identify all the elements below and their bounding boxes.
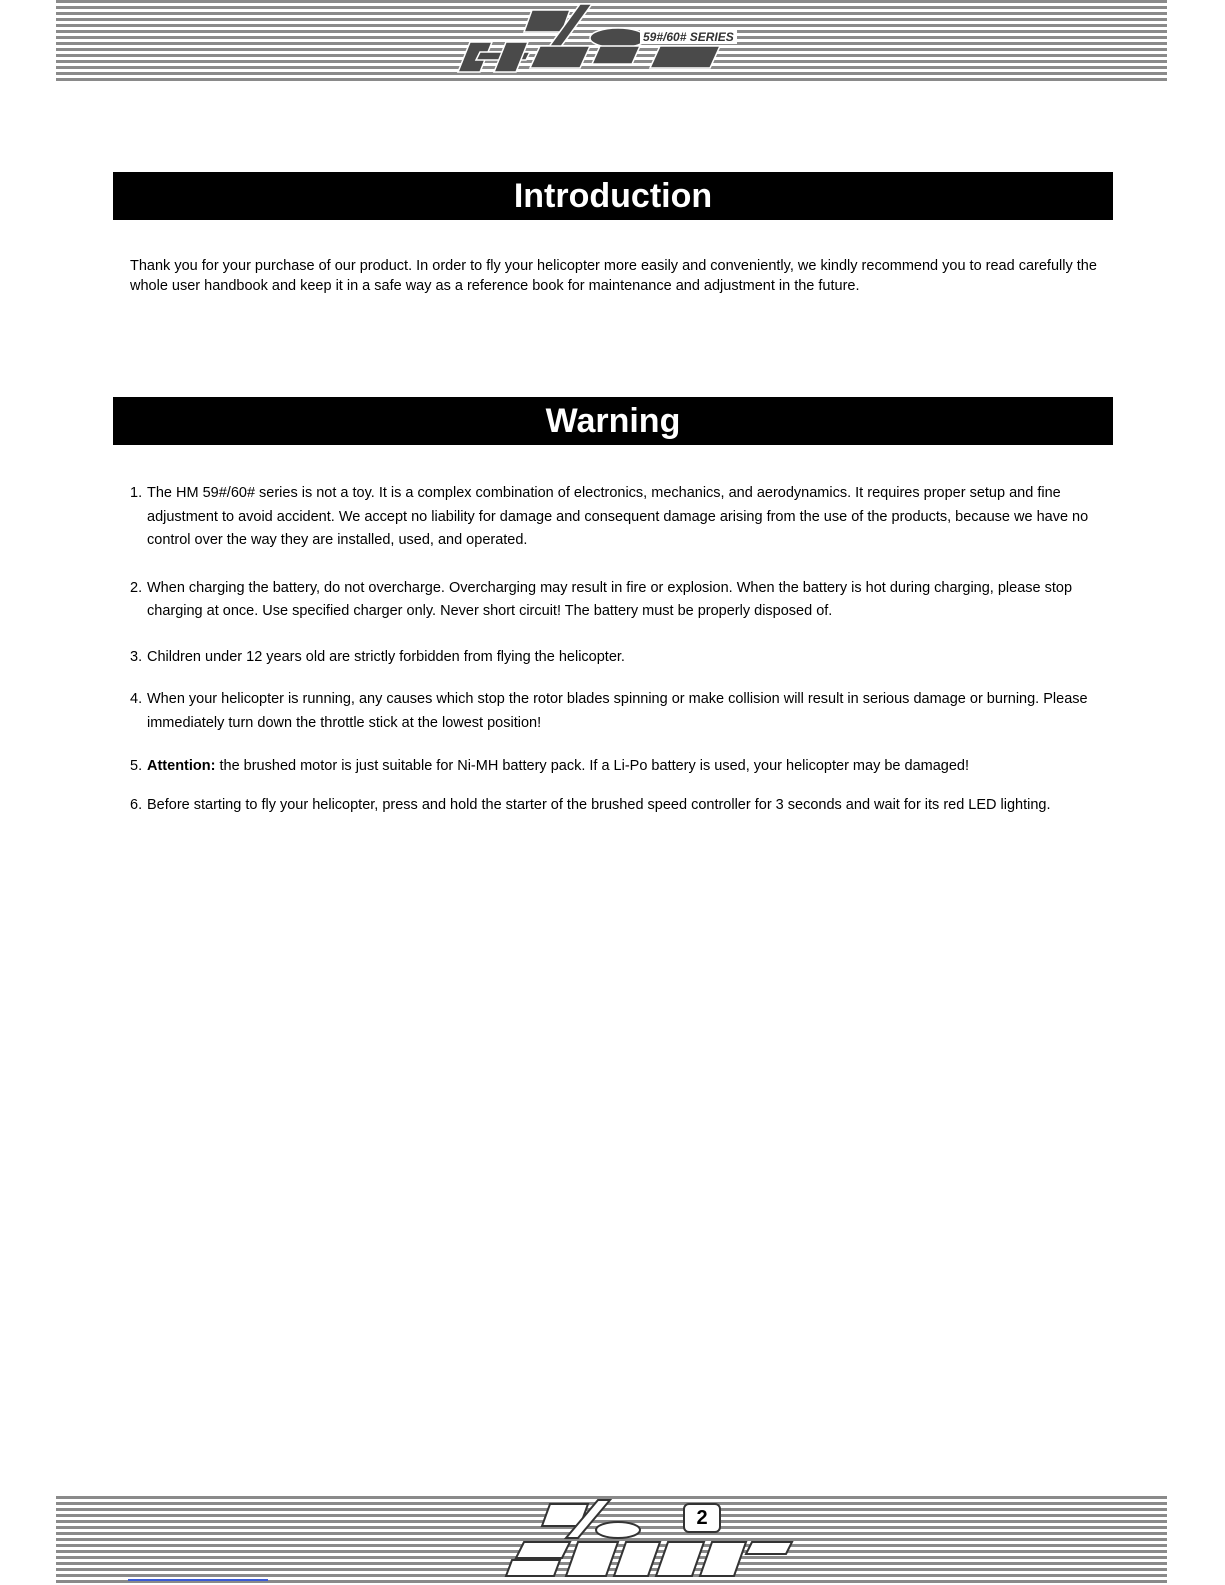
- item-number: 4.: [130, 691, 143, 707]
- rc-expert-logo: [500, 1498, 800, 1582]
- introduction-body: Thank you for your purchase of our product. In order to fly your helicopter more easily and conveniently, we kindly recommend you to read carefully the whole user handbook and keep it in a safe way as a reference book for maintenance and adjustment in the future.: [130, 258, 1097, 294]
- warning-list: [130, 482, 1102, 817]
- page-number: 2: [683, 1503, 721, 1533]
- link-underline: [128, 1579, 268, 1581]
- item-text: When charging the battery, do not overcharge. Overcharging may result in fire or explosion. When the battery is hot during charging, please stop charging at once. Use specified charger only. Never short circuit! The battery must be properly disposed of.: [147, 579, 1073, 619]
- item-number: 1.: [130, 485, 143, 501]
- warning-item: [130, 755, 1102, 779]
- item-number: 5.: [130, 758, 143, 774]
- item-text: When your helicopter is running, any causes which stop the rotor blades spinning or make collision will result in serious damage or burning. Please immediately turn down the throttle stick at the lowest position!: [147, 691, 1088, 731]
- item-number: 6.: [130, 796, 143, 813]
- item-number: 2.: [130, 579, 143, 596]
- attention-label: Attention:: [147, 758, 216, 774]
- introduction-heading: Introduction: [113, 172, 1113, 220]
- warning-item: [130, 794, 1102, 818]
- series-label: 59#/60# SERIES: [640, 30, 737, 44]
- item-text: The HM 59#/60# series is not a toy. It is a complex combination of electronics, mechanics, and aerodynamics. It requires proper setup and fine adjustment to avoid accident. We accept no liability for damage and consequent damage arising from the use of the products, because we have no control over the way they are installed, used, and operated.: [147, 485, 1089, 548]
- item-text: the brushed motor is just suitable for Ni-MH battery pack. If a Li-Po battery is used, your helicopter may be damaged!: [215, 758, 969, 774]
- item-number: 3.: [130, 648, 143, 665]
- warning-item: [130, 577, 1102, 624]
- item-text: Before starting to fly your helicopter, press and hold the starter of the brushed speed controller for 3 seconds and wait for its red LED lighting.: [147, 796, 1051, 813]
- warning-heading: Warning: [113, 397, 1113, 445]
- item-text: Children under 12 years old are strictly forbidden from flying the helicopter.: [147, 648, 625, 665]
- warning-item: [130, 482, 1102, 553]
- warning-item: [130, 646, 1102, 670]
- warning-item: [130, 688, 1102, 735]
